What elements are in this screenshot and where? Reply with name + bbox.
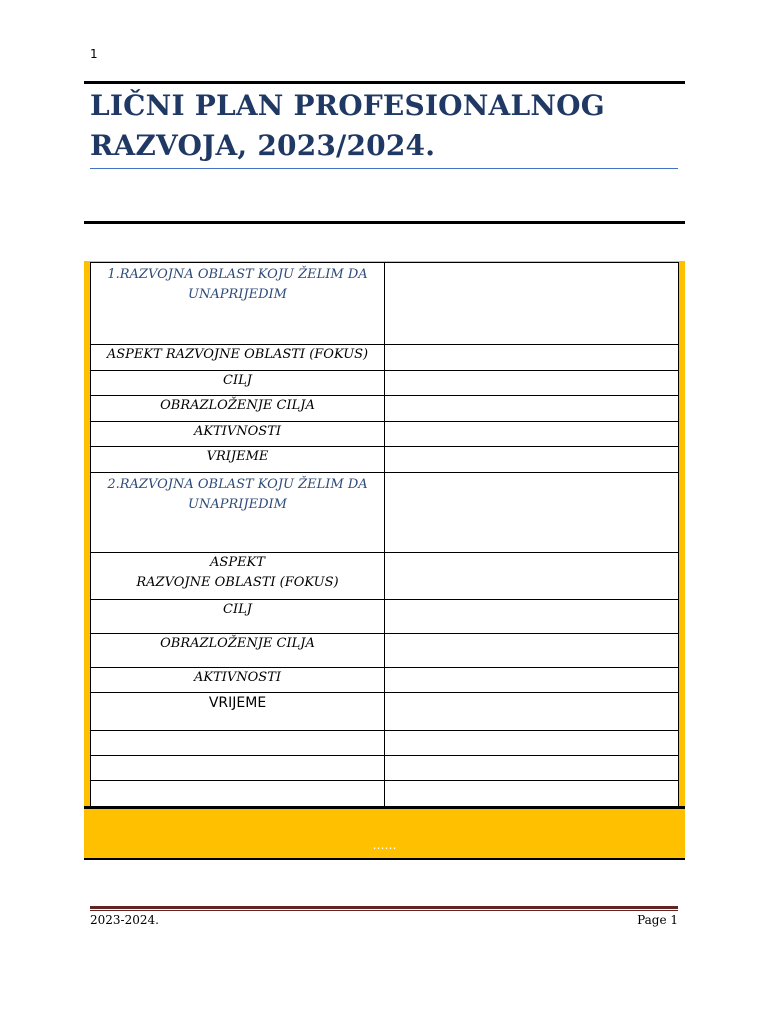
footer-page-number: Page 1 [637,913,678,927]
table-row [91,422,679,447]
document-title [90,86,680,166]
table-row [91,600,679,634]
empty-cell[interactable] [385,731,679,756]
section-2-aspect-label [91,553,385,600]
table-row [91,345,679,371]
empty-cell[interactable] [91,731,385,756]
section-1-aspect-label: ASPEKT RAZVOJNE OBLASTI (FOKUS) [91,345,385,371]
table-row [91,668,679,693]
section-2-time-value[interactable] [385,693,679,731]
section-1-time-value[interactable] [385,447,679,473]
section-2-goal-label: CILJ [91,600,385,634]
section-1-area-label: 1.RAZVOJNA OBLAST KOJU ŽELIM DA UNAPRIJEDIM [91,263,385,345]
section-2-aspect-value[interactable] [385,553,679,600]
empty-cell[interactable] [91,756,385,781]
section-1-rationale-value[interactable] [385,396,679,422]
section-1-time-label: VRIJEME [91,447,385,473]
empty-cell[interactable] [91,781,385,807]
section-2-aspect-line-1: ASPEKT [210,555,265,570]
title-line-1: LIČNI PLAN PROFESIONALNOG [90,89,605,122]
orange-band: …… [84,809,685,858]
footer-year: 2023-2024. [90,913,159,927]
band-bottom-rule [84,858,685,860]
middle-rule [84,221,685,224]
table-row [91,634,679,668]
section-2-goal-value[interactable] [385,600,679,634]
page-number: 1 [90,47,98,61]
section-2-activities-value[interactable] [385,668,679,693]
section-2-rationale-label: OBRAZLOŽENJE CILJA [91,634,385,668]
top-rule [84,81,685,84]
table-row [91,693,679,731]
section-1-aspect-value[interactable] [385,345,679,371]
plan-table [90,262,679,807]
section-2-rationale-value[interactable] [385,634,679,668]
section-1-activities-value[interactable] [385,422,679,447]
section-1-goal-label: CILJ [91,371,385,396]
section-1-area-value[interactable] [385,263,679,345]
table-row [91,756,679,781]
table-row [91,371,679,396]
empty-cell[interactable] [385,756,679,781]
section-2-aspect-line-2: RAZVOJNE OBLASTI (FOKUS) [136,575,339,590]
section-2-time-label: VRIJEME [91,693,385,731]
table-row [91,396,679,422]
section-1-goal-value[interactable] [385,371,679,396]
table-row [91,263,679,345]
section-1-activities-label: AKTIVNOSTI [91,422,385,447]
footer-rule-thin [90,910,678,911]
section-2-activities-label: AKTIVNOSTI [91,668,385,693]
table-row [91,473,679,553]
title-underline [90,168,678,169]
title-line-2: RAZVOJA, 2023/2024. [90,129,436,162]
section-2-area-value[interactable] [385,473,679,553]
empty-cell[interactable] [385,781,679,807]
section-1-rationale-label: OBRAZLOŽENJE CILJA [91,396,385,422]
section-2-area-label: 2.RAZVOJNA OBLAST KOJU ŽELIM DA UNAPRIJEDIM [91,473,385,553]
footer-rule-thick [90,906,678,909]
table-row [91,447,679,473]
table-row [91,553,679,600]
table-row [91,781,679,807]
table-row [91,731,679,756]
